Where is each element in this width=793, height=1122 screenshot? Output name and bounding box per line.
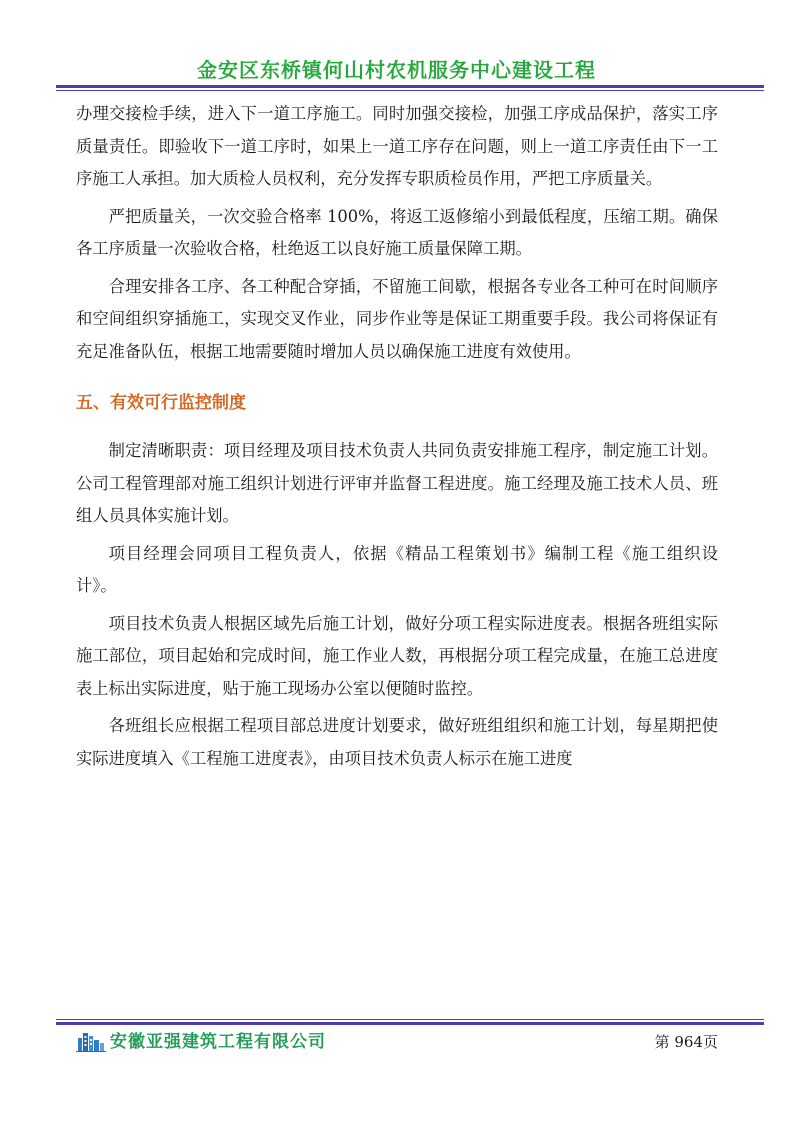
- page-footer: [76, 1029, 718, 1055]
- header-rule: [56, 85, 764, 91]
- footer-rule: [56, 1019, 764, 1025]
- section-heading: 五、有效可行监控制度: [76, 393, 246, 413]
- paragraph: 项目技术负责人根据区域先后施工计划，做好分项工程实际进度表。根据各班组实际施工部位，项目起始和完成时间，施工作业人数，再根据分项工程完成量，在施工总进度表上标出实际进度，贴于施工现场办公室以便随时监控。: [76, 613, 718, 698]
- paragraph: 严把质量关，一次交验合格率 100%，将返工返修缩小到最低程度，压缩工期。确保各工序质量一次验收合格，杜绝返工以良好施工质量保障工期。: [76, 206, 718, 258]
- page-content: [76, 98, 718, 780]
- paragraph-continued: 办理交接检手续，进入下一道工序施工。同时加强交接检，加强工序成品保护，落实工序质量责任。即验收下一道工序时，如果上一道工序存在问题，则上一道工序责任由下一工序施工人承担。加大质检人员权利，充分发挥专职质检员作用，严把工序质量关。: [76, 104, 718, 188]
- document-title: 金安区东桥镇何山村农机服务中心建设工程: [197, 58, 596, 82]
- paragraph: 项目经理会同项目工程负责人，依据《精品工程策划书》编制工程《施工组织设计》。: [76, 543, 718, 595]
- building-logo-icon: [76, 1030, 106, 1052]
- paragraph: 各班组长应根据工程项目部总进度计划要求，做好班组组织和施工计划，每星期把使实际进度填入《工程施工进度表》，由项目技术负责人标示在施工进度: [76, 716, 718, 768]
- paragraph: 合理安排各工序、各工种配合穿插，不留施工间歇，根据各专业各工种可在时间顺序和空间组织穿插施工，实现交叉作业，同步作业等是保证工期重要手段。我公司将保证有充足准备队伍，根据工地需要随时增加人员以确保施工进度有效使用。: [76, 276, 718, 361]
- page-number: 第 964页: [654, 1033, 718, 1051]
- paragraph: 制定清晰职责：项目经理及项目技术负责人共同负责安排施工程序，制定施工计划。公司工程管理部对施工组织计划进行评审并监督工程进度。施工经理及施工技术人员、班组人员具体实施计划。: [76, 441, 718, 525]
- company-name: 安徽亚强建筑工程有限公司: [110, 1032, 326, 1052]
